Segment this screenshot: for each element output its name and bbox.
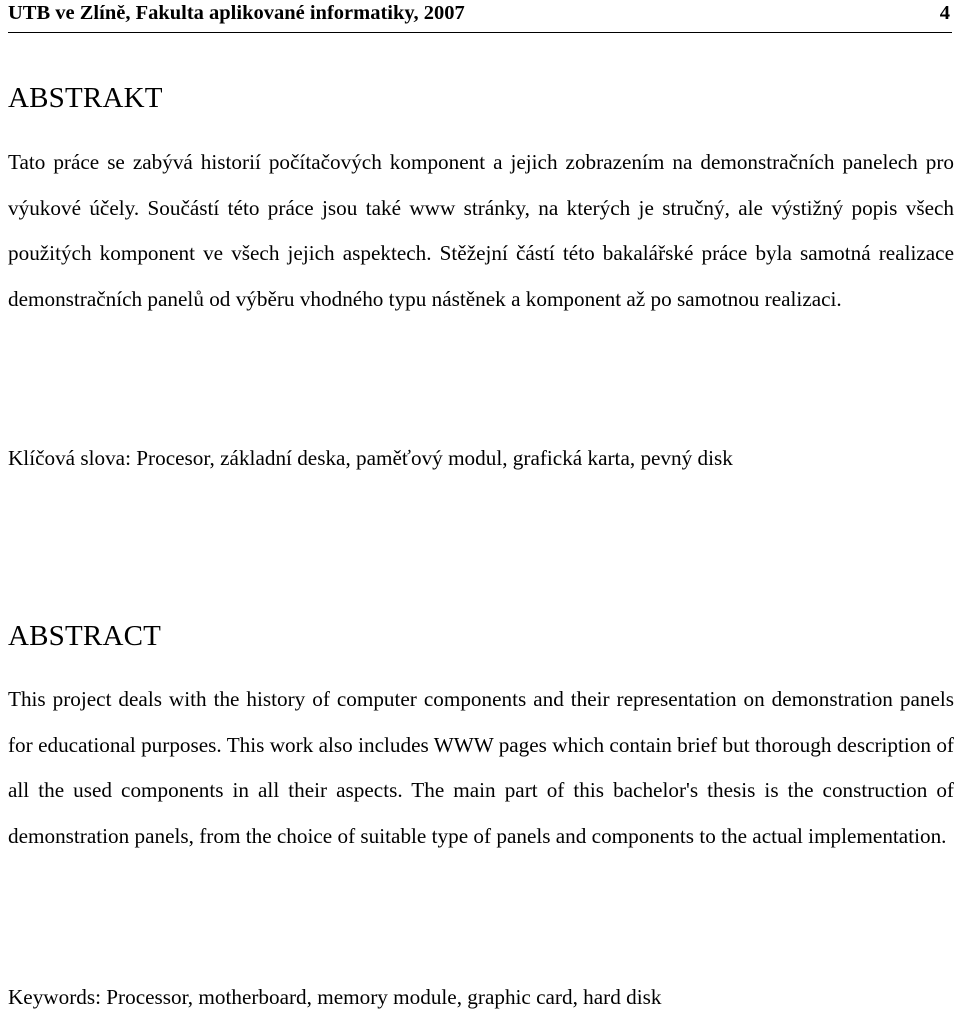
- abstrakt-paragraph: Tato práce se zabývá historií počítačových komponent a jejich zobrazením na demonstračních panelech pro výukové účely. Součástí této práce jsou také www stránky, na kterých je stručný, ale výstižný popis všech použitých komponent ve všech jejich aspektech. Stěžejní částí této bakalářské práce byla samotná realizace demonstračních panelů od výběru vhodného typu nástěnek a komponent až po samotnou realizaci.: [8, 150, 954, 311]
- running-header: [8, 0, 952, 33]
- page-number: 4: [939, 2, 950, 24]
- abstrakt-keywords: Klíčová slova: Procesor, základní deska, paměťový modul, grafická karta, pevný disk: [8, 446, 733, 470]
- abstract-keywords: Keywords: Processor, motherboard, memory module, graphic card, hard disk: [8, 985, 662, 1009]
- header-title: UTB ve Zlíně, Fakulta aplikované informatiky, 2007: [8, 2, 465, 24]
- abstrakt-heading: ABSTRAKT: [8, 82, 163, 114]
- abstract-paragraph: This project deals with the history of computer components and their representation on demonstration panels for educational purposes. This work also includes WWW pages which contain brief but thorough description of all the used components in all their aspects. The main part of this bachelor's thesis is the construction of demonstration panels, from the choice of suitable type of panels and components to the actual implementation.: [8, 687, 954, 848]
- abstract-heading: ABSTRACT: [8, 620, 162, 652]
